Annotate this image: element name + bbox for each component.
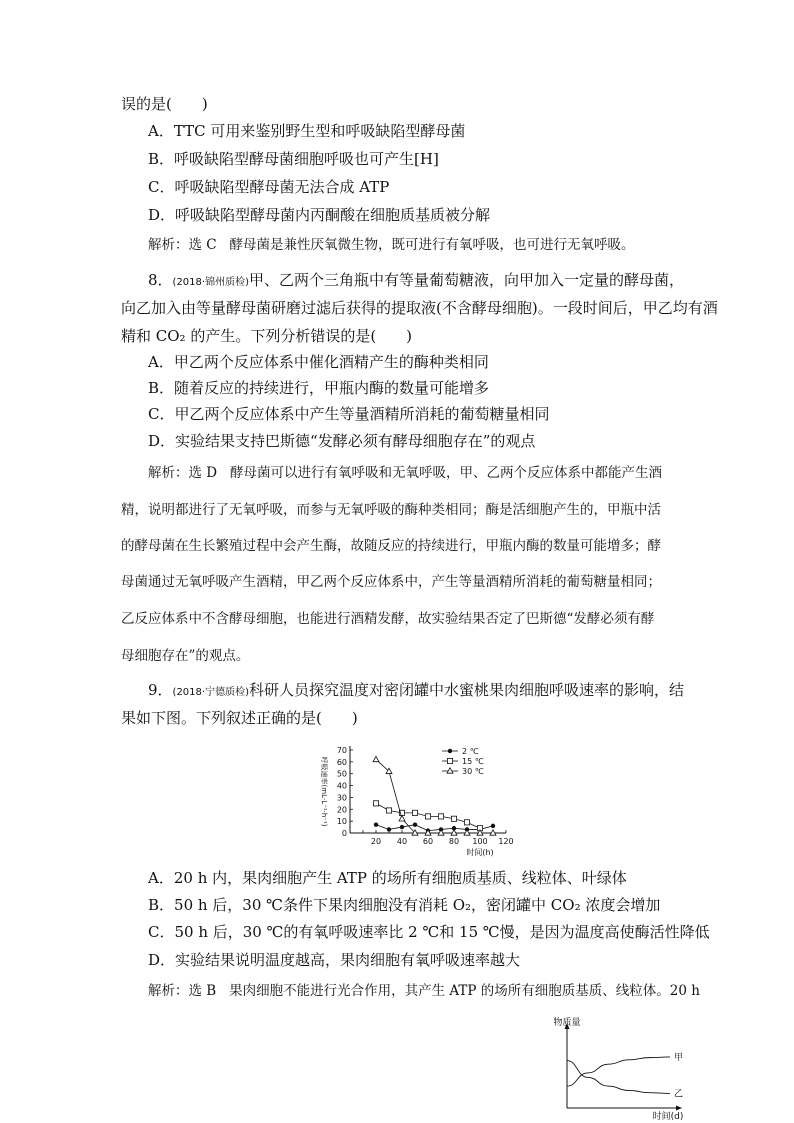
y-tick-label: 60 [336, 757, 347, 767]
q8-option-c: C．甲乙两个反应体系中产生等量酒精所消耗的葡萄糖量相同 [148, 405, 550, 423]
series-label: 甲 [674, 1052, 684, 1063]
substance-amount-chart [545, 1013, 695, 1121]
data-point [386, 808, 391, 813]
series-1 [374, 823, 495, 833]
y-tick-label: 30 [336, 793, 347, 803]
q8-option-d: D．实验结果支持巴斯德“发酵必须有酵母细胞存在”的观点 [148, 432, 536, 450]
y-axis-label: 物质量 [553, 1018, 581, 1028]
legend-entry [442, 767, 484, 776]
y-tick-label: 50 [336, 769, 347, 779]
q8-stem-1: 甲、乙两个三角瓶中有等量葡萄糖液，向甲加入一定量的酵母菌， [248, 271, 684, 289]
q7-analysis-label: 解析：选 C [148, 237, 217, 253]
data-point [413, 823, 417, 827]
x-tick-label: 40 [396, 837, 408, 846]
q8-stem-line-2: 向乙加入由等量酵母菌研磨过滤后获得的提取液(不含酵母细胞)。一段时间后，甲乙均有酒 [121, 299, 718, 317]
data-point [374, 823, 378, 827]
q8-analysis-line-2: 精，说明都进行了无氧呼吸，而参与无氧呼吸的酶种类相同；酶是活细胞产生的，甲瓶中活 [121, 502, 661, 518]
q7-option-d: D．呼吸缺陷型酵母菌内丙酮酸在细胞质基质被分解 [148, 206, 491, 224]
y-tick-label: 10 [336, 817, 347, 827]
respiration-rate-chart [310, 738, 520, 863]
data-point [400, 825, 404, 829]
q8-analysis-line-1 [148, 463, 662, 483]
q9-option-b: B．50 h 后，30 ℃条件下果肉细胞没有消耗 O₂，密闭罐中 CO₂ 浓度会增加 [148, 896, 661, 914]
data-point [399, 816, 405, 821]
data-point [447, 768, 453, 773]
data-point [464, 820, 469, 825]
series-curve [567, 1061, 670, 1094]
q7-option-b: B．呼吸缺陷型酵母菌细胞呼吸也可产生[H] [148, 150, 439, 168]
x-tick-label: 100 [472, 837, 488, 846]
q8-number: 8． [148, 271, 173, 289]
data-point [387, 827, 391, 831]
q8-analysis-line-3: 的酵母菌在生长繁殖过程中会产生酶，故随反应的持续进行，甲瓶内酶的数量可能增多；酵 [121, 538, 661, 554]
legend-entry [442, 747, 479, 756]
q9-option-c: C．50 h 后，30 ℃的有氧呼吸速率比 2 ℃和 15 ℃慢，是因为温度高使酶活性降低 [148, 923, 710, 941]
x-tick-label: 120 [498, 837, 514, 846]
q9-option-a: A．20 h 内，果肉细胞产生 ATP 的场所有细胞质基质、线粒体、叶绿体 [148, 869, 627, 887]
series-2 [373, 801, 482, 831]
data-point [412, 810, 417, 815]
data-point [491, 824, 495, 828]
q7-stem-tail: 误的是( ) [121, 95, 208, 113]
q9-stem-line-1 [148, 680, 684, 703]
y-tick-label: 70 [336, 746, 347, 755]
legend-label: 2 ℃ [462, 747, 479, 756]
q8-analysis-line-4: 母菌通过无氧呼吸产生酒精，甲乙两个反应体系中，产生等量酒精所消耗的葡萄糖量相同； [121, 574, 661, 590]
q7-option-a: A．TTC 可用来鉴别野生型和呼吸缺陷型酵母菌 [148, 122, 466, 140]
q8-stem-line-1 [148, 270, 684, 293]
legend-label: 15 ℃ [462, 757, 484, 766]
y-tick-label: 40 [336, 781, 347, 791]
series-2 [567, 1061, 683, 1100]
x-tick-label: 20 [370, 837, 382, 846]
q8-analysis-line-5: 乙反应体系中不含酵母细胞，也能进行酒精发酵，故实验结果否定了巴斯德“发酵必须有酵 [121, 611, 655, 627]
x-axis-label: 时间(h) [466, 848, 494, 857]
series-line [376, 825, 493, 831]
q8-analysis-text-1: 酵母菌可以进行有氧呼吸和无氧呼吸，甲、乙两个反应体系中都能产生酒 [230, 465, 662, 481]
data-point [447, 758, 452, 763]
series-1 [567, 1052, 683, 1086]
q8-analysis-line-6: 母细胞存在”的观点。 [121, 648, 250, 664]
series-curve [567, 1057, 670, 1086]
q8-option-b: B．随着反应的持续进行，甲瓶内酶的数量可能增多 [148, 379, 490, 397]
q8-stem-line-3: 精和 CO₂ 的产生。下列分析错误的是( ) [121, 327, 413, 345]
q7-analysis-text: 酵母菌是兼性厌氧微生物，既可进行有氧呼吸，也可进行无氧呼吸。 [229, 237, 635, 253]
q7-option-c: C．呼吸缺陷型酵母菌无法合成 ATP [148, 178, 390, 196]
q8-option-a: A．甲乙两个反应体系中催化酒精产生的酶种类相同 [148, 353, 489, 371]
q9-option-d: D．实验结果说明温度越高，果肉细胞有氧呼吸速率越大 [148, 951, 521, 969]
data-point [448, 749, 452, 753]
q8-analysis-label: 解析：选 D [148, 465, 218, 481]
x-tick-label: 80 [448, 837, 460, 846]
y-tick-label: 20 [336, 805, 347, 815]
data-point [451, 816, 456, 821]
x-axis-arrow [676, 1106, 682, 1111]
q9-analysis [148, 981, 700, 1001]
series-label: 乙 [674, 1089, 684, 1100]
y-tick-label: 0 [341, 829, 347, 838]
q7-analysis [148, 235, 635, 255]
q9-number: 9． [148, 681, 173, 699]
x-axis-label: 时间(d) [652, 1112, 684, 1121]
data-point [373, 801, 378, 806]
q9-analysis-label: 解析：选 B [148, 983, 217, 999]
y-axis-label: 呼吸速率(mL·L⁻¹·h⁻¹) [320, 756, 328, 827]
q9-source: (2018·宁德质检) [172, 687, 249, 698]
q8-source: (2018·锦州质检) [172, 277, 249, 288]
data-point [425, 814, 430, 819]
data-point [373, 756, 379, 761]
x-tick-label: 60 [422, 837, 434, 846]
q9-analysis-text: 果肉细胞不能进行光合作用，其产生 ATP 的场所有细胞质基质、线粒体。20 h [229, 983, 700, 999]
data-point [438, 814, 443, 819]
legend-label: 30 ℃ [462, 767, 484, 776]
q9-stem-1: 科研人员探究温度对密闭罐中水蜜桃果肉细胞呼吸速率的影响，结 [248, 681, 684, 699]
legend-entry [442, 757, 484, 766]
q9-stem-line-2: 果如下图。下列叙述正确的是( ) [121, 709, 358, 727]
